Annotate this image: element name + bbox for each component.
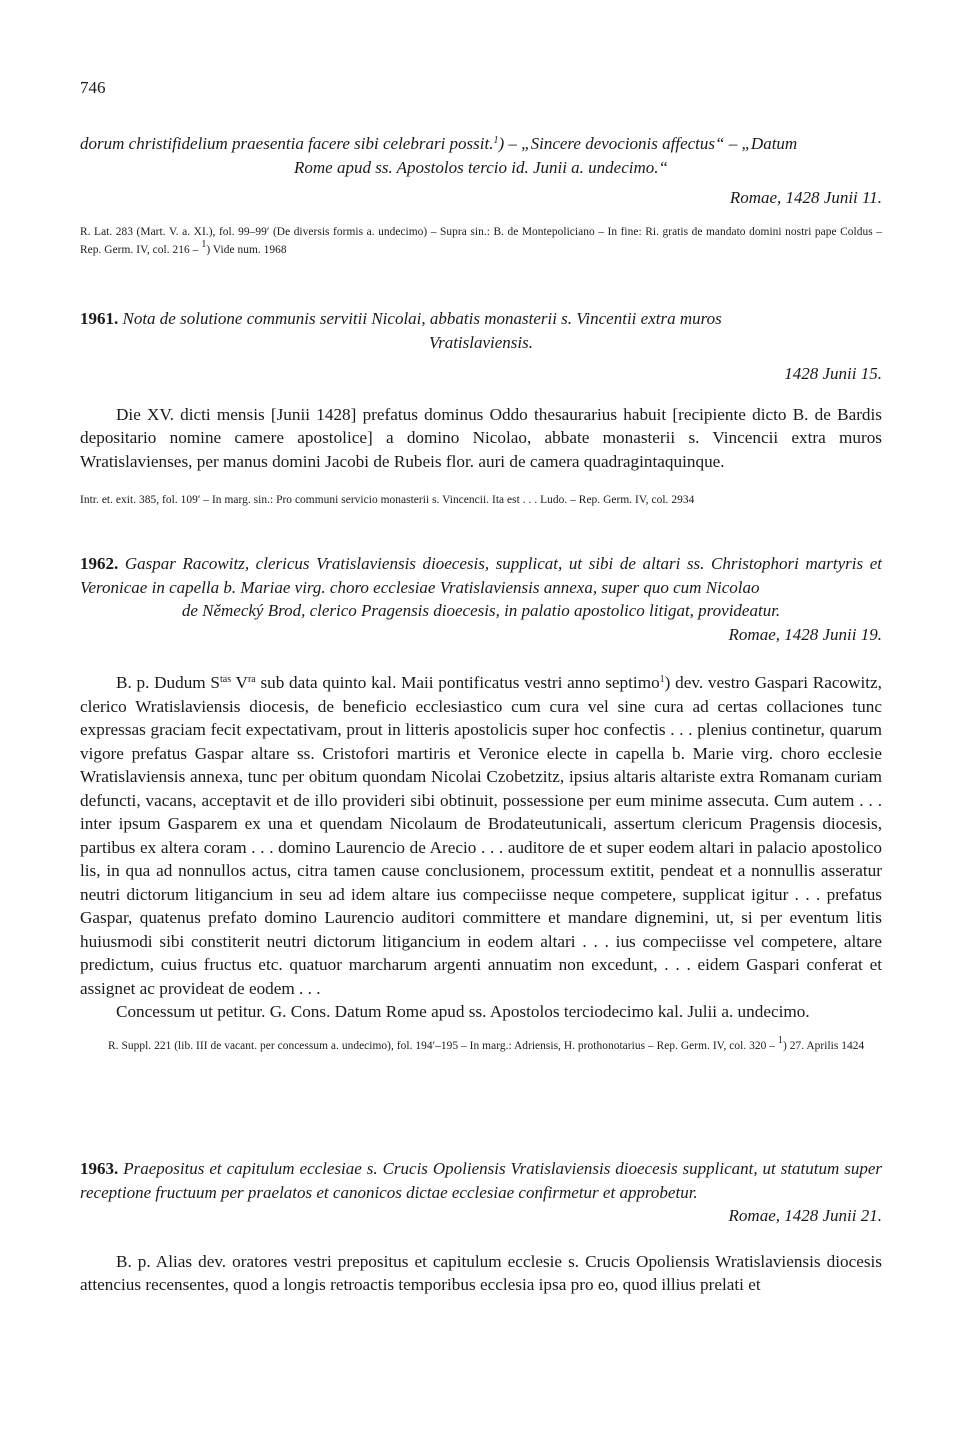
entry-number: 1963. <box>80 1159 119 1178</box>
prev-note-end: ) Vide num. 1968 <box>206 243 287 256</box>
prev-entry-title <box>80 132 882 179</box>
entry-1963-title <box>80 1157 882 1204</box>
prev-entry-line2: Rome apud ss. Apostolos tercio id. Junii a. undecimo.“ <box>294 157 668 177</box>
text-part: V <box>231 673 248 692</box>
entry-1961 <box>80 307 882 509</box>
text-part: B. p. Dudum S <box>116 673 220 692</box>
superscript: ra <box>247 674 256 685</box>
footnote-ref: 1 <box>493 135 499 146</box>
entry-date: 1428 Junii 15. <box>784 364 882 383</box>
entry-text: B. p. Alias dev. oratores vestri prepositus et capitulum ecclesie s. Crucis Opoliensis Wratislaviensis diocesis attencius recensentes, quod a longis retroactis temporibus ecclesia ipsa pro eo, quod illius prelati et <box>80 1251 882 1294</box>
entry-number: 1962. <box>80 554 119 573</box>
note-text: R. Suppl. 221 (lib. III de vacant. per concessum a. undecimo), fol. 194′–195 – In marg.: Adriensis, H. prothonotarius – Rep. Germ. IV, col. 320 – <box>108 1039 778 1052</box>
entry-title-line2: de Německý Brod, clerico Pragensis dioecesis, in palatio apostolico litigat, provideatur. <box>181 601 781 620</box>
prev-entry-after: ) – „Sincere devocionis affectus“ – „Datum <box>498 134 798 153</box>
entry-number: 1961. <box>80 309 119 328</box>
entry-1963 <box>80 1157 882 1297</box>
footnote-mark: 1 <box>777 1034 783 1046</box>
entry-title: Nota de solutione communis servitii Nicolai, abbatis monasterii s. Vincentii extra muros <box>122 309 722 328</box>
footnote-mark: 1 <box>201 238 207 250</box>
prev-entry <box>80 132 882 259</box>
entry-1961-title <box>80 307 882 354</box>
note-text: ) 27. Aprilis 1424 <box>782 1039 865 1052</box>
entry-date: Romae, 1428 Junii 19. <box>728 624 882 644</box>
entry-note: Intr. et. exit. 385, fol. 109′ – In marg. sin.: Pro communi servicio monasterii s. Vincencii. Ita est . . . Ludo. – Rep. Germ. IV, col. 2934 <box>80 494 695 506</box>
entry-text: Die XV. dicti mensis [Junii 1428] prefatus dominus Oddo thesaurarius habuit [recipiente dicto B. de Bardis depositario nomine camere apostolice] a domino Nicolao, abbate monasterii s. Vincencii extra muros Wratislavienses, per manus domini Jacobi de Rubeis flor. auri de camera quadragintaquinque. <box>80 404 882 471</box>
entry-1962 <box>80 552 882 1055</box>
entry-text <box>80 671 882 1000</box>
superscript: tas <box>219 674 232 685</box>
entry-1962-title <box>80 552 882 623</box>
entry-title: Praepositus et capitulum ecclesiae s. Crucis Opoliensis Vratislaviensis dioecesis supplicant, ut statutum super receptione fructuum per praelatos et canonicos dictae ecclesiae confirmetur et approbetur. <box>80 1159 883 1202</box>
footnote-ref: 1 <box>659 674 665 685</box>
prev-entry-date: Romae, 1428 Junii 11. <box>729 188 882 207</box>
text-part: ) dev. vestro Gaspari Racowitz, clerico Wratislaviensis diocesis, de beneficio ecclesiastico cum cura vel sine cura ad certas collaciones tunc expressas graciam fecit expectativam, prout in litteris apostolicis super hoc confectis . . . plenius continetur, quarum vigore prefatus Gaspar altare ss. Cristofori martiris et Veronice electe in capella b. Marie virg. choro ecclesie Wratislaviensis annexa, tunc per obitum quondam Nicolai Czobetzitz, ipsius altaris altariste extra Romanam curiam defuncti, vacans, acceptavit et de illo provideri sibi obtinuit, possessione per eum minime assecuta. Cum autem . . . inter ipsum Gasparem ex una et quendam Nicolaum de Brodateutunicali, assertum clericum Pragensis diocesis, partibus ex altera coram . . . domino Laurencio de Arecio . . . auditore de et super eodem altari in palacio apostolico lis, in qua ad nonnullos actus, citra tamen cause conclusionem, processum extitit, pendeat et a nonnullis asseratur neutri dictorum litigancium in seu ad idem altare ius compeciisse neque competere, supplicat igitur . . . prefatus Gaspar, quatenus prefato domino Laurencio auditori committere et mandare dignemini, ut, si per eventum litis huiusmodi sibi constiterit neutri dictorum litigancium in eodem altari . . . ius compeciisse vel competere, altare predictum, cuius fructus etc. quatuor marcharum argenti annuatim non excedunt, . . . eidem Gaspari conferat et assignet ac provideat de eodem . . . <box>80 673 882 998</box>
entry-date: Romae, 1428 Junii 21. <box>728 1206 882 1225</box>
prev-entry-text: dorum christifidelium praesentia facere sibi celebrari possit. <box>80 134 494 153</box>
entry-note <box>80 1034 882 1055</box>
prev-note-line1: R. Lat. 283 (Mart. V. a. XI.), fol. 99–99′ (De diversis formis a. undecimo) – Supra sin.: B. de Montepoliciano – In fine: Ri. gratis de <box>80 225 703 238</box>
entry-title-line2: Vratislaviensis. <box>428 332 534 352</box>
entry-title: Gaspar Racowitz, clericus Vratislaviensis dioecesis, supplicat, ut sibi de altari ss. Christophori martyris et Veronicae in capella b. Mariae virg. choro ecclesiae Vratislaviensis annexa, super quo cum Nicolao <box>80 554 883 597</box>
prev-note-line2: mandato domini nostri pape Coldus – Rep. Germ. IV, col. 216 – <box>80 225 882 256</box>
text-part: sub data quinto kal. Maii pontificatus vestri anno septimo <box>255 673 660 692</box>
prev-entry-note <box>80 223 882 259</box>
page-number: 746 <box>80 78 106 97</box>
concessum: Concessum ut petitur. G. Cons. Datum Rome apud ss. Apostolos terciodecimo kal. Julii a. undecimo. <box>116 1002 810 1021</box>
